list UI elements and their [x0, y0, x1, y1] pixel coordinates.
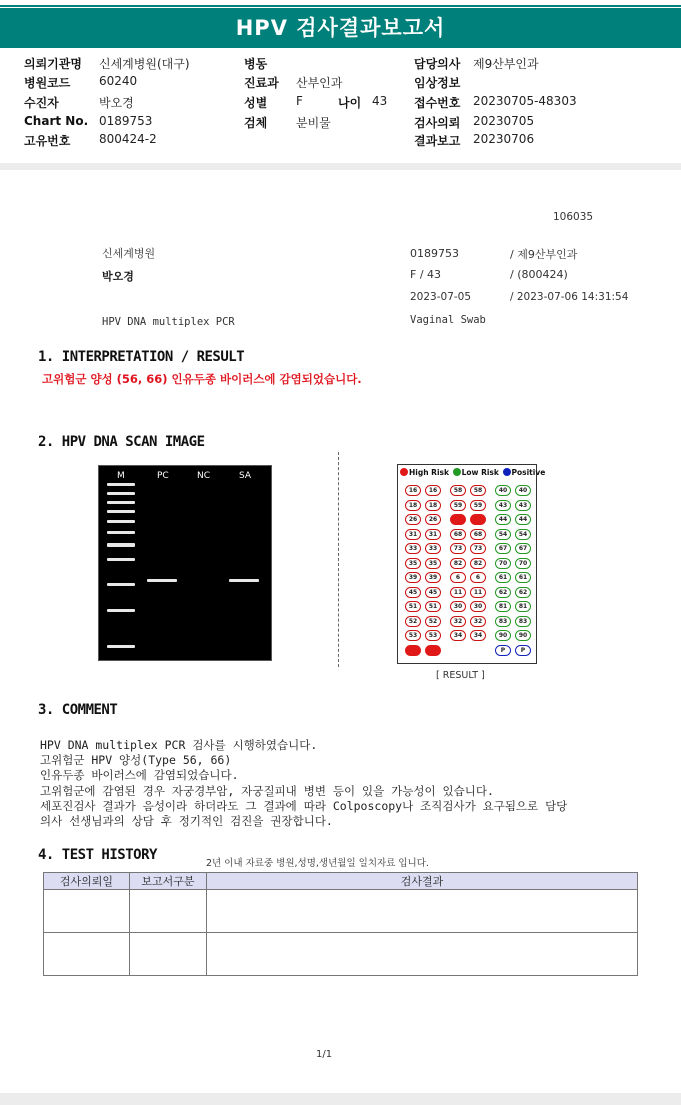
hpv-well-11: 11 — [450, 587, 466, 598]
hpv-well-62: 62 — [515, 587, 531, 598]
hpv-well-70: 70 — [515, 558, 531, 569]
marker-band — [107, 501, 135, 504]
hpv-well-54: 54 — [495, 529, 511, 540]
request-date: 2023-07-05 — [410, 291, 472, 303]
history-col-header: 보고서구분 — [130, 873, 207, 890]
info-row — [24, 94, 664, 112]
result-text: 고위험군 양성 (56, 66) 인유두종 바이러스에 감염되었습니다. — [42, 372, 362, 386]
hpv-well-16: 16 — [425, 485, 441, 496]
hpv-well-43: 43 — [495, 500, 511, 511]
legend-high: High Risk — [409, 468, 449, 477]
comment-line: 고위험군 HPV 양성(Type 56, 66) — [40, 753, 232, 768]
marker-band — [107, 609, 135, 612]
gel-image — [98, 465, 272, 661]
report-title: HPV 검사결과보고서 — [0, 8, 681, 48]
hpv-well-40: 40 — [515, 485, 531, 496]
hpv-well-53: 53 — [425, 630, 441, 641]
hpv-well-40: 40 — [495, 485, 511, 496]
section-title-comment: 3. COMMENT — [38, 702, 118, 718]
hpv-well-43: 43 — [515, 500, 531, 511]
comment-line: HPV DNA multiplex PCR 검사를 시행하였습니다. — [40, 738, 318, 752]
section-title-interpretation: 1. INTERPRETATION / RESULT — [38, 349, 245, 365]
hpv-well-66: 66 — [450, 514, 466, 525]
info-label: 병원코드 — [24, 76, 71, 90]
hpv-well-26: 26 — [405, 514, 421, 525]
hpv-well-18: 18 — [405, 500, 421, 511]
hpv-well-39: 39 — [425, 572, 441, 583]
hpv-well-58: 58 — [470, 485, 486, 496]
hpv-result-panel — [397, 464, 546, 664]
hpv-well-54: 54 — [515, 529, 531, 540]
info-label: 나이 — [338, 96, 362, 110]
history-header-row — [44, 873, 638, 890]
hpv-well-83: 83 — [515, 616, 531, 627]
hpv-well-39: 39 — [405, 572, 421, 583]
patient-id: / (800424) — [510, 268, 568, 281]
sample-band — [229, 579, 259, 582]
hpv-well-45: 45 — [405, 587, 421, 598]
hpv-well-68: 68 — [470, 529, 486, 540]
hpv-well-32: 32 — [470, 616, 486, 627]
info-row — [24, 132, 664, 150]
hpv-well-56: 56 — [425, 645, 441, 656]
title-top-line — [0, 5, 681, 7]
hpv-well-34: 34 — [470, 630, 486, 641]
info-label: 병동 — [244, 57, 268, 71]
info-row — [24, 74, 664, 92]
report-code: 106035 — [553, 211, 594, 223]
marker-band — [107, 531, 135, 534]
info-label: 의뢰기관명 — [24, 57, 82, 71]
info-label: 수진자 — [24, 96, 59, 110]
info-value: 제9산부인과 — [473, 57, 539, 71]
info-value: F — [296, 94, 303, 108]
table-row — [44, 933, 638, 976]
info-label: 담당의사 — [414, 57, 461, 71]
hpv-well-P: P — [515, 645, 531, 656]
section-title-test-history: 4. TEST HISTORY — [38, 847, 157, 863]
hpv-well-44: 44 — [495, 514, 511, 525]
info-label: Chart No. — [24, 114, 89, 128]
history-col-header: 검사의뢰일 — [44, 873, 130, 890]
info-value: 60240 — [99, 74, 138, 88]
hpv-well-82: 82 — [450, 558, 466, 569]
result-caption: [ RESULT ] — [436, 670, 485, 681]
hpv-well-68: 68 — [450, 529, 466, 540]
report-date: / 2023-07-06 14:31:54 — [510, 291, 629, 303]
section-title-scan-image: 2. HPV DNA SCAN IMAGE — [38, 434, 205, 450]
info-value: 20230706 — [473, 132, 535, 146]
positive-dot-icon — [503, 468, 511, 476]
hpv-well-82: 82 — [470, 558, 486, 569]
hpv-well-53: 53 — [405, 630, 421, 641]
hpv-well-51: 51 — [425, 601, 441, 612]
hpv-well-26: 26 — [425, 514, 441, 525]
comment-line: 인유두종 바이러스에 감염되었습니다. — [40, 768, 239, 783]
hpv-well-56: 56 — [405, 645, 421, 656]
hpv-well-P: P — [495, 645, 511, 656]
history-note: 2년 이내 자료중 병원,성명,생년월일 일치자료 입니다. — [206, 858, 429, 869]
info-value: 20230705 — [473, 114, 535, 128]
info-value: 0189753 — [99, 114, 153, 128]
hpv-well-18: 18 — [425, 500, 441, 511]
info-label: 고유번호 — [24, 134, 71, 148]
info-value: 산부인과 — [296, 76, 343, 90]
hpv-well-73: 73 — [470, 543, 486, 554]
hpv-well-33: 33 — [405, 543, 421, 554]
test-name: HPV DNA multiplex PCR — [102, 316, 235, 328]
table-row — [44, 890, 638, 933]
legend-low: Low Risk — [461, 468, 499, 477]
hpv-well-11: 11 — [470, 587, 486, 598]
marker-band — [107, 645, 135, 648]
low-risk-dot-icon — [453, 468, 461, 476]
hpv-well-81: 81 — [495, 601, 511, 612]
hpv-well-59: 59 — [470, 500, 486, 511]
info-label: 성별 — [244, 96, 268, 110]
history-col-header: 검사결과 — [207, 873, 638, 890]
hpv-well-6: 6 — [450, 572, 466, 583]
hpv-well-61: 61 — [495, 572, 511, 583]
marker-band — [107, 483, 135, 486]
info-value: 20230705-48303 — [473, 94, 577, 108]
info-label: 접수번호 — [414, 96, 461, 110]
hpv-well-62: 62 — [495, 587, 511, 598]
hpv-well-35: 35 — [405, 558, 421, 569]
gel-lane-label: NC — [197, 471, 211, 481]
hpv-well-45: 45 — [425, 587, 441, 598]
info-value: 43 — [372, 94, 388, 108]
hpv-well-59: 59 — [450, 500, 466, 511]
info-value: 박오경 — [99, 96, 134, 110]
marker-band — [107, 543, 135, 547]
hpv-well-16: 16 — [405, 485, 421, 496]
info-value: 800424-2 — [99, 132, 157, 146]
hpv-well-30: 30 — [470, 601, 486, 612]
hpv-well-70: 70 — [495, 558, 511, 569]
hpv-well-6: 6 — [470, 572, 486, 583]
hpv-well-61: 61 — [515, 572, 531, 583]
history-table — [43, 872, 638, 976]
hpv-well-90: 90 — [495, 630, 511, 641]
info-label: 결과보고 — [414, 134, 461, 148]
legend-positive: Positive — [511, 468, 546, 477]
pc-band — [147, 579, 177, 582]
hpv-well-67: 67 — [495, 543, 511, 554]
comment-line: 세포진검사 결과가 음성이라 하더라도 그 결과에 따라 Colposcopy나 조직검사가 요구됨으로 담당 — [40, 798, 568, 813]
marker-band — [107, 510, 135, 513]
hpv-well-44: 44 — [515, 514, 531, 525]
sex-age: F / 43 — [410, 268, 442, 281]
bottom-band — [0, 1093, 681, 1105]
marker-band — [107, 583, 135, 586]
separator-band — [0, 163, 681, 170]
hpv-well-83: 83 — [495, 616, 511, 627]
gel-lane-label: SA — [239, 471, 252, 481]
hpv-well-73: 73 — [450, 543, 466, 554]
info-label: 검사의뢰 — [414, 116, 461, 130]
panel-legend — [400, 468, 545, 477]
marker-band — [107, 558, 135, 561]
hpv-well-34: 34 — [450, 630, 466, 641]
hpv-well-30: 30 — [450, 601, 466, 612]
hpv-well-58: 58 — [450, 485, 466, 496]
info-label: 임상정보 — [414, 76, 461, 90]
hpv-well-35: 35 — [425, 558, 441, 569]
info-row — [24, 55, 664, 73]
divider-dashed — [338, 452, 339, 667]
patient-name: 박오경 — [102, 270, 134, 283]
chart-number: 0189753 — [410, 247, 459, 260]
gel-lane-label: PC — [157, 471, 169, 481]
marker-band — [107, 492, 135, 495]
hpv-well-66: 66 — [470, 514, 486, 525]
hpv-well-31: 31 — [405, 529, 421, 540]
gel-lane-label: M — [117, 471, 125, 481]
comment-line: 고위험군에 감염된 경우 자궁경부암, 자궁질피내 병변 등이 있을 가능성이 있습니다. — [40, 783, 494, 798]
info-row — [24, 114, 664, 132]
hpv-well-32: 32 — [450, 616, 466, 627]
hpv-well-52: 52 — [425, 616, 441, 627]
info-label: 검체 — [244, 116, 268, 130]
comment-text — [40, 738, 567, 829]
hpv-well-67: 67 — [515, 543, 531, 554]
hpv-well-51: 51 — [405, 601, 421, 612]
hpv-well-90: 90 — [515, 630, 531, 641]
department: / 제9산부인과 — [510, 248, 578, 261]
hpv-well-81: 81 — [515, 601, 531, 612]
hpv-well-31: 31 — [425, 529, 441, 540]
hpv-well-33: 33 — [425, 543, 441, 554]
high-risk-dot-icon — [400, 468, 408, 476]
info-value: 분비물 — [296, 116, 331, 130]
specimen: Vaginal Swab — [410, 314, 486, 326]
hpv-well-52: 52 — [405, 616, 421, 627]
info-label: 진료과 — [244, 76, 279, 90]
hospital-name: 신세계병원 — [102, 247, 156, 260]
info-value: 신세계병원(대구) — [99, 57, 190, 71]
marker-band — [107, 520, 135, 523]
page-number: 1/1 — [316, 1049, 333, 1060]
comment-line: 의사 선생님과의 상담 후 정기적인 검진을 권장합니다. — [40, 814, 333, 829]
